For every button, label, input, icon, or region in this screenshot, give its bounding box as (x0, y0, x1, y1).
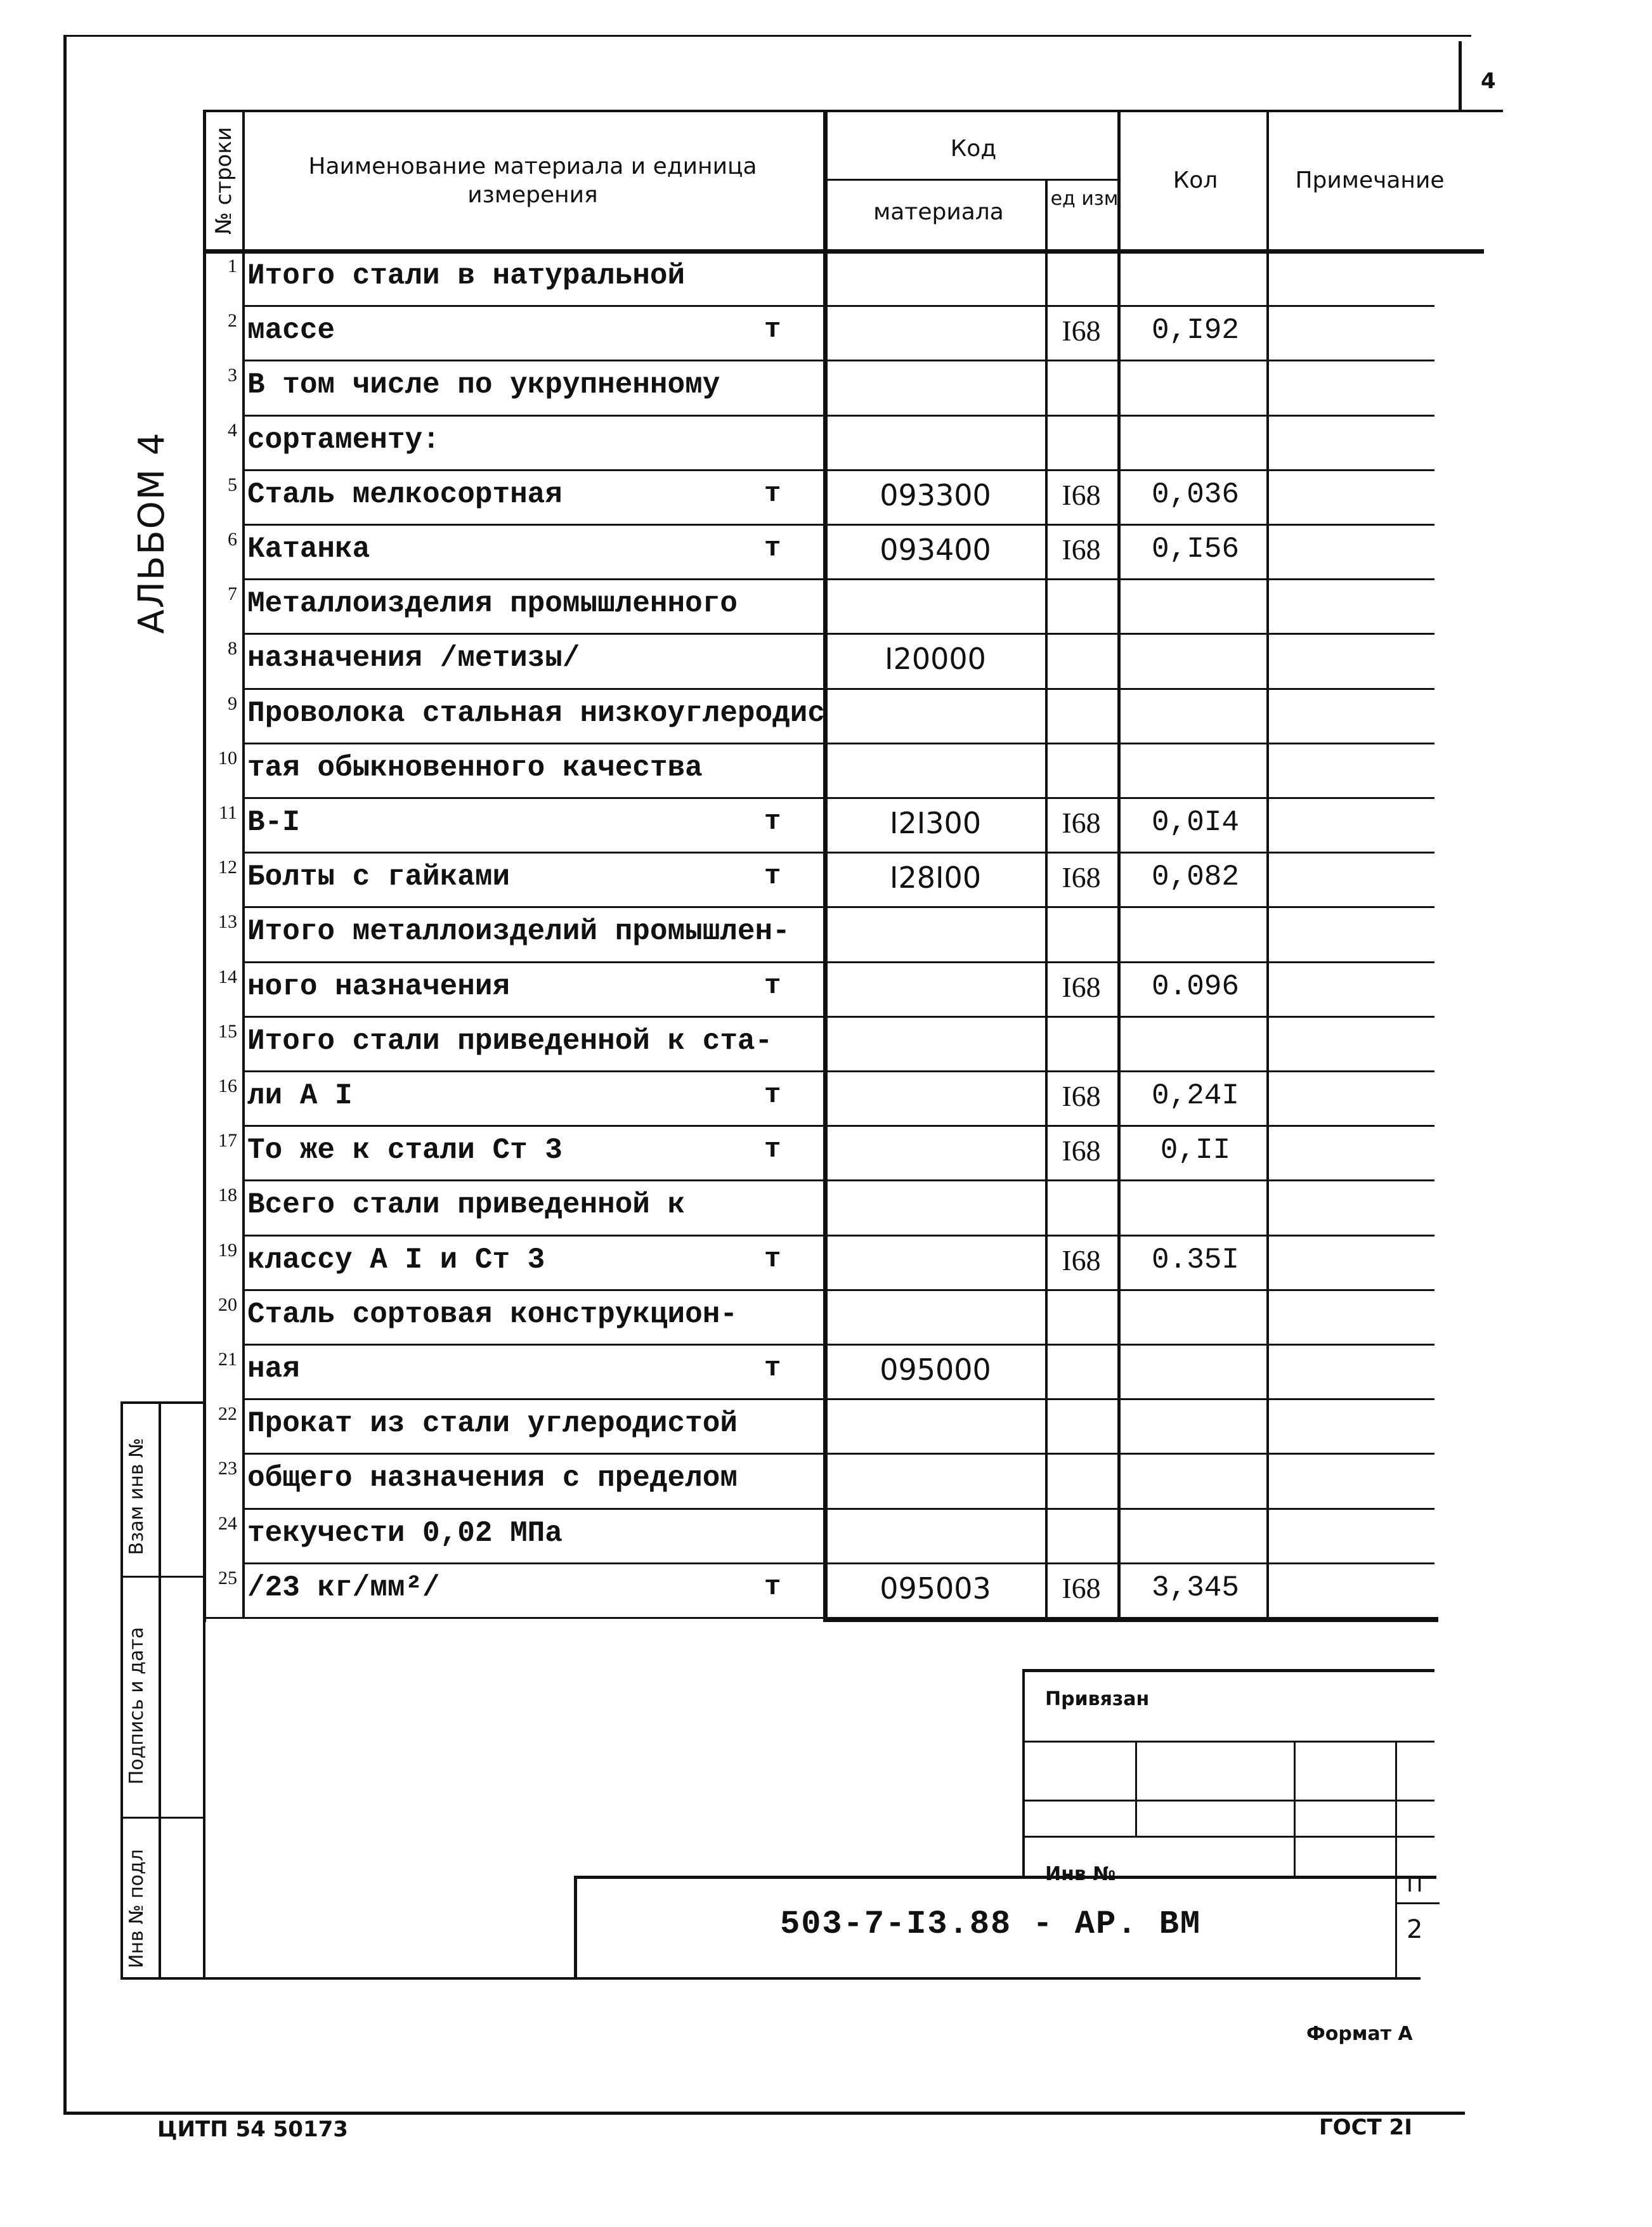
row-number: 13 (218, 911, 237, 933)
row-material-name: ли А I (247, 1079, 353, 1112)
row-number: 2 (228, 310, 237, 332)
row-number: 24 (218, 1512, 237, 1534)
grid-row-line (242, 305, 1434, 307)
title-privyazan-left (1022, 1669, 1025, 1878)
row-number: 23 (218, 1458, 237, 1479)
row-quantity: 0,0I4 (1151, 806, 1240, 839)
grid-row-line (242, 360, 1434, 361)
stamp-inv-podl: Инв № подл (126, 1849, 148, 1968)
row-unit-code: I68 (1062, 533, 1101, 566)
grid-row-line (242, 1179, 1434, 1181)
page-number: 4 (1481, 68, 1496, 94)
row-material-name: Сталь сортовая конструкцион- (247, 1297, 738, 1331)
row-material-name: Итого стали приведенной к ста- (247, 1024, 773, 1058)
row-number: 16 (218, 1075, 237, 1096)
row-material-name: ная (247, 1353, 300, 1386)
row-material-name: сортаменту: (247, 423, 440, 457)
row-material-name: Сталь мелкосортная (247, 477, 563, 511)
format-label: Формат А (1306, 2023, 1413, 2045)
grid-row-line (242, 1344, 1434, 1346)
grid-row-line (242, 1508, 1434, 1510)
row-material-name: Металлоизделия промышленного (247, 587, 738, 621)
row-material-code: I28I00 (889, 860, 982, 895)
grid-row-line (242, 1235, 1434, 1237)
row-material-name: Всего стали приведенной к (247, 1188, 686, 1222)
row-unit: т (764, 533, 781, 564)
stamp-top-line (120, 1401, 204, 1404)
row-number: 8 (228, 638, 237, 659)
row-material-name: тая обыкновенного качества (247, 751, 703, 784)
row-unit-code: I68 (1062, 807, 1101, 839)
grid-bottom-line-left (203, 1617, 823, 1619)
row-quantity: 0.35I (1151, 1243, 1240, 1276)
row-number: 14 (218, 966, 237, 987)
grid-row-line (242, 1125, 1434, 1127)
title-grid-h3 (1022, 1836, 1434, 1838)
stamp-inner-divider (159, 1401, 161, 1978)
row-number: 22 (218, 1403, 237, 1425)
title-grid-h2 (1022, 1800, 1434, 1802)
title-grid-v3 (1395, 1741, 1397, 1877)
frame-bottom-border (63, 2112, 1465, 2115)
row-number-header (204, 111, 244, 250)
frame-left-border (63, 35, 67, 2115)
grid-row-line (242, 1453, 1434, 1455)
stamp-signature-date: Подпись и дата (126, 1626, 148, 1785)
row-unit: т (764, 1571, 781, 1603)
row-material-name: текучести 0,02 МПа (247, 1516, 563, 1550)
grid-row-line (242, 633, 1434, 635)
grid-qty-divider (1266, 111, 1269, 1617)
grid-row-line (242, 1016, 1434, 1018)
row-unit-code: I68 (1062, 1080, 1101, 1112)
title-privyazan-top (1022, 1669, 1434, 1672)
row-material-name: В том числе по укрупненному (247, 368, 720, 402)
row-material-name: Итого стали в натуральной (247, 259, 686, 292)
grid-top-line (203, 110, 1503, 112)
row-number: 25 (218, 1567, 237, 1588)
row-number: 4 (228, 419, 237, 441)
name-header: Наименование материала и единица измерения (308, 153, 757, 208)
row-quantity: 0.096 (1151, 970, 1240, 1003)
row-unit: т (764, 1134, 781, 1166)
row-quantity: 0,24I (1151, 1079, 1240, 1112)
row-unit-code: I68 (1062, 970, 1101, 1003)
row-material-code: I20000 (885, 642, 986, 677)
row-number-header-label: № строки (211, 127, 237, 235)
row-quantity: 0,II (1160, 1134, 1231, 1167)
title-code-top (574, 1876, 1436, 1879)
grid-rownum-divider (242, 111, 245, 1617)
title-code-left (574, 1876, 577, 1979)
footer-left: ЦИТП 54 50173 (157, 2117, 348, 2142)
row-material-name: массе (247, 314, 335, 347)
code-header: Код (950, 136, 997, 162)
grid-row-line (242, 797, 1434, 799)
title-block-inv-no: Инв № (1045, 1863, 1116, 1885)
row-unit: т (764, 1243, 781, 1275)
row-material-name: назначения /метизы/ (247, 642, 580, 675)
row-unit: т (764, 970, 781, 1002)
title-block-privyazan: Привязан (1045, 1688, 1150, 1710)
grid-row-line (242, 1398, 1434, 1400)
row-unit-code: I68 (1062, 861, 1101, 894)
row-unit: т (764, 477, 781, 510)
row-quantity: 0,I92 (1151, 314, 1240, 347)
row-number: 12 (218, 857, 237, 878)
row-quantity: 0,082 (1151, 860, 1240, 894)
row-number: 10 (218, 747, 237, 769)
row-material-name: Прокат из стали углеродистой (247, 1407, 738, 1441)
row-material-name: классу А I и Ст 3 (247, 1243, 545, 1276)
title-bottom-line (203, 1977, 1421, 1980)
row-quantity: 0,036 (1151, 477, 1240, 511)
row-quantity: 3,345 (1151, 1571, 1240, 1604)
row-number: 9 (228, 692, 237, 714)
row-material-code: 095000 (880, 1353, 991, 1387)
row-material-code: 095003 (880, 1571, 991, 1606)
title-grid-v2 (1294, 1741, 1296, 1877)
row-unit-code: I68 (1062, 1134, 1101, 1167)
row-material-name: ного назначения (247, 970, 511, 1003)
grid-bottom-line (823, 1617, 1438, 1622)
row-number: 18 (218, 1185, 237, 1206)
row-number: 20 (218, 1294, 237, 1315)
row-material-name: /23 кг/мм²/ (247, 1571, 440, 1604)
row-number: 15 (218, 1020, 237, 1042)
row-unit: т (764, 806, 781, 838)
row-material-name: Болты с гайками (247, 860, 511, 894)
code-material-header: материала (873, 199, 1004, 225)
row-number: 21 (218, 1349, 237, 1370)
grid-row-line (242, 743, 1434, 744)
title-code-right (1395, 1876, 1397, 1979)
row-material-code: 093300 (880, 477, 991, 512)
grid-row-line (242, 469, 1434, 471)
row-material-code: 093400 (880, 533, 991, 567)
grid-row-line (242, 1289, 1434, 1291)
row-unit-code: I68 (1062, 315, 1101, 347)
grid-material-divider (1045, 179, 1048, 1617)
grid-row-line (242, 1562, 1434, 1564)
grid-left-extend (203, 1617, 205, 1978)
row-material-name: Итого металлоизделий промышлен- (247, 915, 790, 949)
row-unit: т (764, 1079, 781, 1111)
grid-row-line (242, 961, 1434, 963)
note-header: Примечание (1295, 167, 1445, 193)
row-quantity: 0,I56 (1151, 533, 1240, 566)
document-code: 503-7-I3.88 - АР. ВМ (780, 1906, 1202, 1943)
grid-row-line (242, 578, 1434, 580)
page-number-divider (1459, 41, 1462, 111)
stamp-outer-left (120, 1401, 123, 1978)
grid-code-subheader-line (823, 179, 1119, 181)
album-label: АЛЬБОМ 4 (131, 431, 172, 634)
row-material-name: Катанка (247, 533, 370, 566)
stamp-vzam-inv: Взам инв № (126, 1438, 148, 1555)
row-number: 11 (219, 802, 237, 823)
row-number: 7 (228, 583, 237, 605)
footer-right: ГОСТ 2I (1319, 2115, 1412, 2140)
sheet-label: П (1407, 1872, 1423, 1897)
row-number: 17 (218, 1130, 237, 1152)
row-material-name: То же к стали Ст 3 (247, 1134, 563, 1167)
row-unit-code: I68 (1062, 1571, 1101, 1604)
frame-top-border (63, 35, 1471, 37)
row-number: 19 (218, 1239, 237, 1261)
row-number: 1 (228, 256, 237, 276)
title-grid-v1 (1135, 1741, 1137, 1836)
grid-row-line (242, 415, 1434, 417)
row-number: 5 (228, 474, 237, 495)
row-number: 3 (228, 365, 237, 386)
grid-row-line (242, 906, 1434, 908)
grid-row-line (242, 1070, 1434, 1072)
grid-row-line (242, 852, 1434, 854)
grid-header-bottom-line (203, 249, 1484, 254)
row-unit: т (764, 314, 781, 346)
title-grid-h1 (1022, 1741, 1434, 1743)
row-material-name: В-I (247, 806, 300, 839)
row-material-name: Проволока стальная низкоуглеродис (247, 696, 825, 730)
row-unit-code: I68 (1062, 1243, 1101, 1276)
qty-header: Кол (1173, 167, 1218, 193)
row-material-name: общего назначения с пределом (247, 1462, 738, 1495)
sheet-value: 2 (1407, 1915, 1423, 1944)
title-sheet-divider (1395, 1902, 1440, 1904)
row-unit: т (764, 860, 781, 893)
row-material-code: I2I300 (889, 806, 982, 840)
row-unit-code: I68 (1062, 478, 1101, 511)
grid-row-line (242, 524, 1434, 526)
code-unit-header: ед изм (1050, 188, 1119, 210)
row-number: 6 (228, 529, 237, 550)
grid-row-line (242, 688, 1434, 690)
row-unit: т (764, 1353, 781, 1384)
